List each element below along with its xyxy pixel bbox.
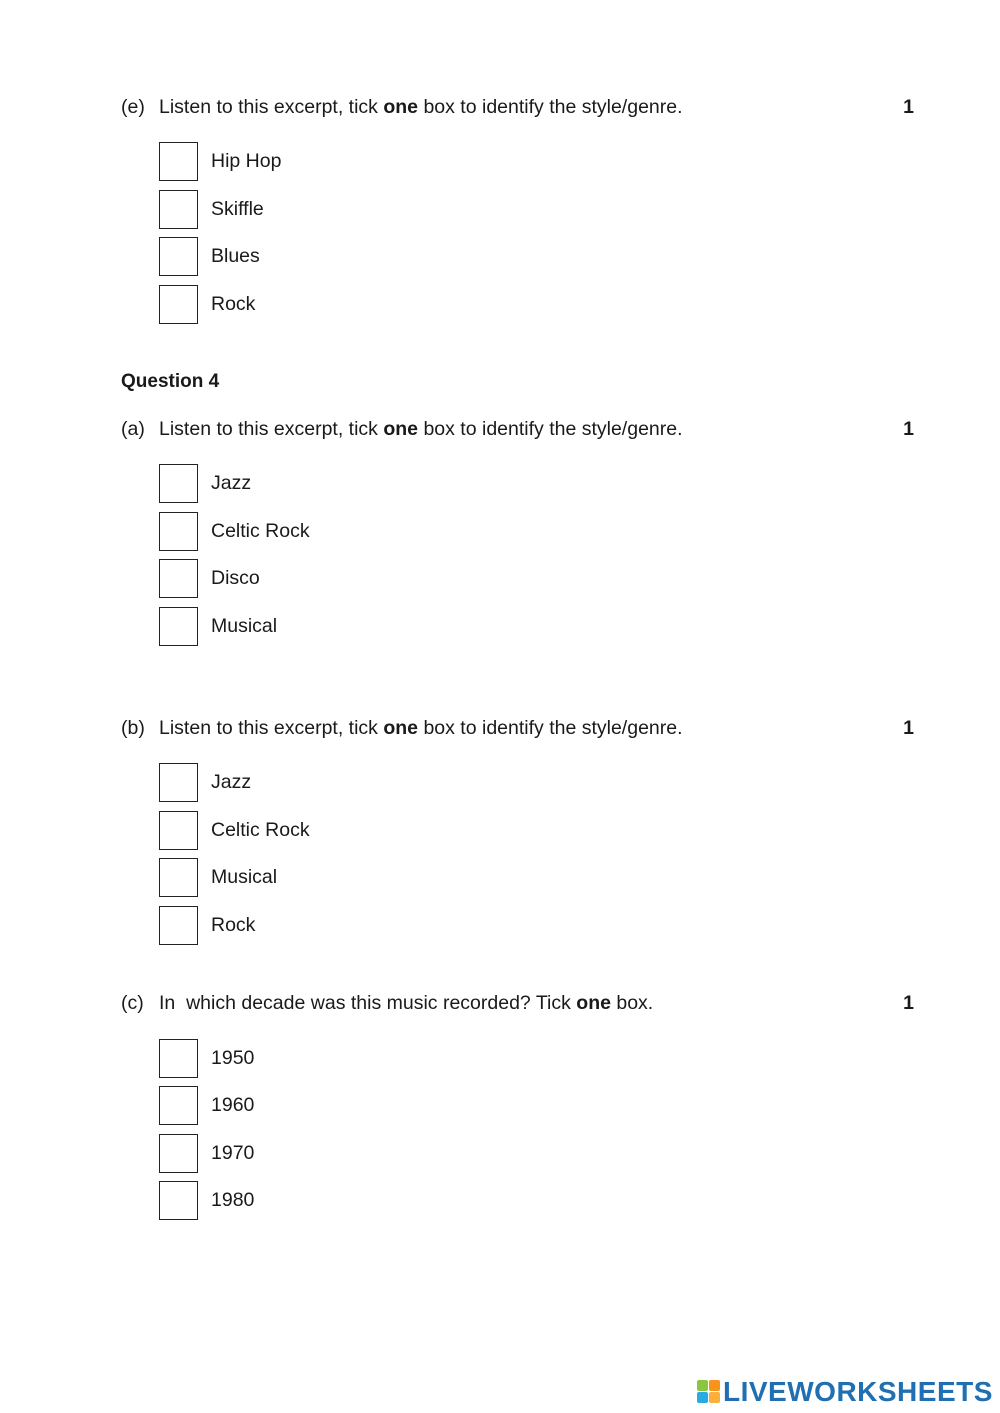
- option-label: Skiffle: [211, 198, 264, 220]
- question-label: (c): [121, 992, 144, 1014]
- option-hip-hop: [159, 142, 559, 182]
- question-4b-prompt: [121, 715, 916, 741]
- option-1980: [159, 1181, 559, 1221]
- tick-box[interactable]: [159, 464, 198, 503]
- question-text: In which decade was this music recorded? Tick one box.: [159, 992, 654, 1014]
- option-label: Blues: [211, 245, 260, 267]
- option-1960: [159, 1086, 559, 1126]
- tick-box[interactable]: [159, 512, 198, 551]
- tick-box[interactable]: [159, 142, 198, 181]
- option-label: Disco: [211, 567, 260, 589]
- tick-box[interactable]: [159, 763, 198, 802]
- question-label: (e): [121, 96, 145, 118]
- tick-box[interactable]: [159, 858, 198, 897]
- option-rock: [159, 906, 559, 946]
- marks: 1: [903, 418, 914, 440]
- liveworksheets-logo[interactable]: [697, 1377, 995, 1407]
- option-musical: [159, 607, 559, 647]
- option-label: Celtic Rock: [211, 520, 310, 542]
- option-jazz: [159, 763, 559, 803]
- marks: 1: [903, 992, 914, 1014]
- question-label: (b): [121, 717, 145, 739]
- option-skiffle: [159, 190, 559, 230]
- option-label: Jazz: [211, 472, 252, 494]
- tick-box[interactable]: [159, 906, 198, 945]
- option-celtic-rock: [159, 512, 559, 552]
- option-blues: [159, 237, 559, 277]
- option-musical: [159, 858, 559, 898]
- question-4a-prompt: [121, 416, 916, 442]
- option-label: Musical: [211, 615, 278, 637]
- question-label: (a): [121, 418, 145, 440]
- tick-box[interactable]: [159, 811, 198, 850]
- option-disco: [159, 559, 559, 599]
- option-1970: [159, 1134, 559, 1174]
- question-text: Listen to this excerpt, tick one box to identify the style/genre.: [159, 96, 683, 118]
- option-label: 1960: [211, 1094, 255, 1116]
- logo-text: LIVEWORKSHEETS: [723, 1376, 993, 1407]
- option-label: Jazz: [211, 771, 252, 793]
- liveworksheets-logo-icon: [697, 1380, 721, 1404]
- question-4c-prompt: [121, 990, 916, 1016]
- option-label: 1980: [211, 1189, 255, 1211]
- option-label: 1970: [211, 1142, 255, 1164]
- marks: 1: [903, 96, 914, 118]
- option-rock: [159, 285, 559, 325]
- tick-box[interactable]: [159, 285, 198, 324]
- marks: 1: [903, 717, 914, 739]
- option-1950: [159, 1039, 559, 1079]
- option-celtic-rock: [159, 811, 559, 851]
- tick-box[interactable]: [159, 1086, 198, 1125]
- question-text: Listen to this excerpt, tick one box to identify the style/genre.: [159, 717, 683, 739]
- option-label: Musical: [211, 866, 278, 888]
- tick-box[interactable]: [159, 1134, 198, 1173]
- option-label: Rock: [211, 293, 256, 315]
- question-4-heading: Question 4: [121, 371, 220, 392]
- option-label: Rock: [211, 914, 256, 936]
- option-label: Hip Hop: [211, 150, 282, 172]
- tick-box[interactable]: [159, 237, 198, 276]
- option-label: 1950: [211, 1047, 255, 1069]
- tick-box[interactable]: [159, 1181, 198, 1220]
- tick-box[interactable]: [159, 190, 198, 229]
- tick-box[interactable]: [159, 1039, 198, 1078]
- option-label: Celtic Rock: [211, 819, 310, 841]
- option-jazz: [159, 464, 559, 504]
- tick-box[interactable]: [159, 607, 198, 646]
- question-text: Listen to this excerpt, tick one box to identify the style/genre.: [159, 418, 683, 440]
- question-3e-prompt: [121, 94, 916, 120]
- tick-box[interactable]: [159, 559, 198, 598]
